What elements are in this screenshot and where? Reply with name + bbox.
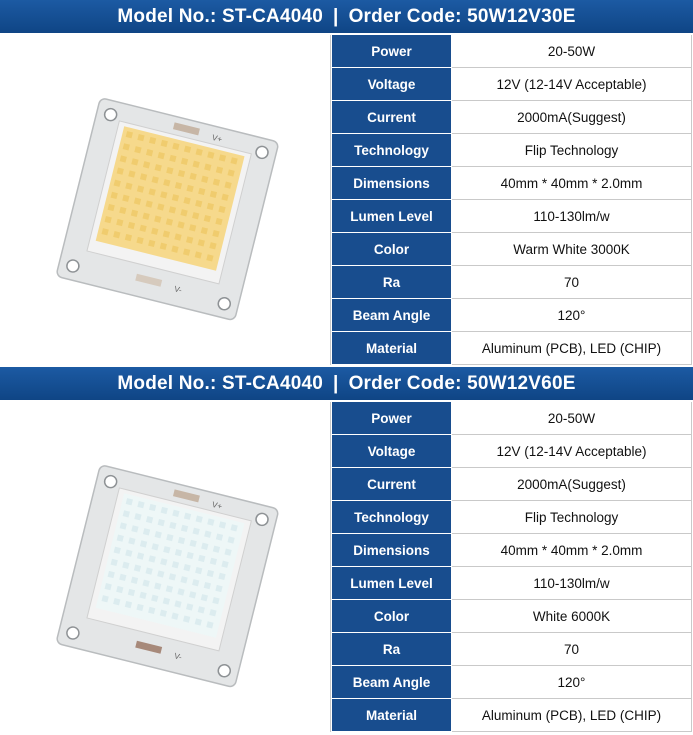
- spec-row: [332, 633, 693, 666]
- spec-row: [332, 167, 693, 200]
- spec-label: Voltage: [332, 435, 451, 468]
- spec-label: Dimensions: [332, 534, 451, 567]
- spec-label: Material: [332, 699, 451, 732]
- spec-label: Current: [332, 101, 451, 134]
- pad-label-negative: V-: [173, 651, 183, 662]
- model-number: Model No.: ST-CA4040: [117, 5, 324, 27]
- order-code: Order Code: 50W12V30E: [348, 5, 576, 27]
- header-separator: |: [333, 5, 339, 27]
- spec-value: 12V (12-14V Acceptable): [452, 435, 692, 468]
- product-image: [2, 402, 331, 732]
- spec-row: [332, 299, 693, 332]
- spec-label: Power: [332, 35, 451, 68]
- spec-row: [332, 435, 693, 468]
- spec-label: Color: [332, 600, 451, 633]
- spec-label: Material: [332, 332, 451, 365]
- spec-label: Power: [332, 402, 451, 435]
- spec-label: Ra: [332, 633, 451, 666]
- spec-row: [332, 332, 693, 365]
- pad-label-positive: V+: [211, 132, 223, 145]
- pad-label-positive: V+: [211, 499, 223, 512]
- spec-value: 120°: [452, 299, 692, 332]
- spec-label: Technology: [332, 134, 451, 167]
- spec-row: [332, 501, 693, 534]
- spec-label: Beam Angle: [332, 299, 451, 332]
- spec-value: 2000mA(Suggest): [452, 468, 692, 501]
- spec-value: Flip Technology: [452, 501, 692, 534]
- spec-value: 20-50W: [452, 402, 692, 435]
- spec-value: 70: [452, 266, 692, 299]
- product-block-1: [0, 0, 693, 366]
- spec-label: Voltage: [332, 68, 451, 101]
- spec-row: [332, 134, 693, 167]
- spec-value: Aluminum (PCB), LED (CHIP): [452, 332, 692, 365]
- spec-value: 12V (12-14V Acceptable): [452, 68, 692, 101]
- cob-led-chip-image: [2, 402, 330, 732]
- spec-row: [332, 666, 693, 699]
- model-number: Model No.: ST-CA4040: [117, 372, 324, 394]
- spec-value: Aluminum (PCB), LED (CHIP): [452, 699, 692, 732]
- spec-value: 110-130lm/w: [452, 200, 692, 233]
- spec-row: [332, 35, 693, 68]
- spec-value: 110-130lm/w: [452, 567, 692, 600]
- spec-label: Color: [332, 233, 451, 266]
- spec-label: Dimensions: [332, 167, 451, 200]
- spec-label: Ra: [332, 266, 451, 299]
- spec-label: Current: [332, 468, 451, 501]
- spec-value: 2000mA(Suggest): [452, 101, 692, 134]
- spec-row: [332, 68, 693, 101]
- spec-label: Beam Angle: [332, 666, 451, 699]
- spec-row: [332, 402, 693, 435]
- spec-row: [332, 600, 693, 633]
- spec-value: 70: [452, 633, 692, 666]
- spec-label: Lumen Level: [332, 567, 451, 600]
- spec-row: [332, 266, 693, 299]
- spec-row: [332, 233, 693, 266]
- pad-label-negative: V-: [173, 284, 183, 295]
- spec-value: Warm White 3000K: [452, 233, 692, 266]
- spec-value: Flip Technology: [452, 134, 692, 167]
- spec-value: White 6000K: [452, 600, 692, 633]
- order-code: Order Code: 50W12V60E: [348, 372, 576, 394]
- spec-row: [332, 200, 693, 233]
- spec-value: 20-50W: [452, 35, 692, 68]
- spec-row: [332, 101, 693, 134]
- product-header: [0, 367, 693, 400]
- product-header: [0, 0, 693, 33]
- spec-row: [332, 468, 693, 501]
- spec-label: Lumen Level: [332, 200, 451, 233]
- spec-value: 40mm * 40mm * 2.0mm: [452, 167, 692, 200]
- product-image: [2, 35, 331, 365]
- product-block-2: [0, 367, 693, 735]
- spec-value: 120°: [452, 666, 692, 699]
- spec-row: [332, 699, 693, 732]
- spec-value: 40mm * 40mm * 2.0mm: [452, 534, 692, 567]
- spec-row: [332, 534, 693, 567]
- cob-led-chip-image: [2, 35, 330, 365]
- header-separator: |: [333, 372, 339, 394]
- spec-label: Technology: [332, 501, 451, 534]
- spec-row: [332, 567, 693, 600]
